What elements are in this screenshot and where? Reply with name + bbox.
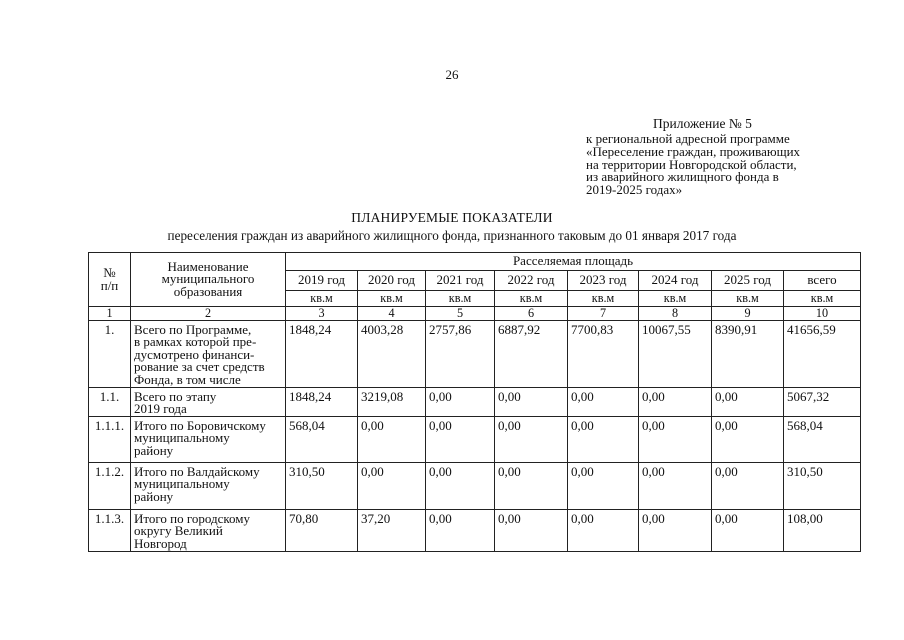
value-cell: 0,00 xyxy=(712,387,784,416)
header-num-line: п/п xyxy=(100,277,119,293)
value-cell: 0,00 xyxy=(358,416,426,462)
value-cell: 0,00 xyxy=(495,462,568,509)
indicators-table xyxy=(88,252,861,552)
row-name-line: Всего по Программе, xyxy=(134,321,252,337)
value-cell: 1848,24 xyxy=(286,387,358,416)
row-number: 1.1.2. xyxy=(89,462,131,509)
value-cell: 0,00 xyxy=(568,509,639,551)
row-name xyxy=(131,416,286,462)
appendix-title: Приложение № 5 xyxy=(653,116,752,131)
value-cell: 5067,32 xyxy=(784,387,861,416)
value-cell: 0,00 xyxy=(712,462,784,509)
header-year-cell: 2025 год xyxy=(712,271,784,291)
row-name-line: району xyxy=(134,488,174,504)
header-num-cell xyxy=(89,253,131,307)
value-cell: 0,00 xyxy=(426,387,495,416)
appendix-description xyxy=(586,133,800,197)
value-cell: 0,00 xyxy=(426,509,495,551)
value-cell: 568,04 xyxy=(784,416,861,462)
value-cell: 70,80 xyxy=(286,509,358,551)
value-cell: 1848,24 xyxy=(286,320,358,387)
value-cell: 2757,86 xyxy=(426,320,495,387)
page-number: 26 xyxy=(445,67,459,82)
unit-cell: кв.м xyxy=(286,291,358,307)
value-cell: 0,00 xyxy=(358,462,426,509)
column-index-cell: 5 xyxy=(426,307,495,321)
row-name-line: в рамках которой пре- xyxy=(134,334,257,350)
header-year-cell: 2020 год xyxy=(358,271,426,291)
row-name xyxy=(131,509,286,551)
value-cell: 0,00 xyxy=(568,416,639,462)
column-index-cell: 9 xyxy=(712,307,784,321)
value-cell: 0,00 xyxy=(568,387,639,416)
appendix-line: на территории Новгородской области, xyxy=(586,156,797,172)
value-cell: 0,00 xyxy=(639,416,712,462)
header-name-cell xyxy=(131,253,286,307)
unit-cell: кв.м xyxy=(568,291,639,307)
table-row xyxy=(89,416,861,462)
row-name-line: Итого по Валдайскому xyxy=(134,463,260,479)
value-cell: 3219,08 xyxy=(358,387,426,416)
row-number: 1.1. xyxy=(89,387,131,416)
value-cell: 0,00 xyxy=(568,462,639,509)
row-name-line: району xyxy=(134,442,174,458)
appendix-line: «Переселение граждан, проживающих xyxy=(586,143,801,159)
table-row xyxy=(89,320,861,387)
appendix-line: к региональной адресной программе xyxy=(586,131,790,146)
column-index-cell: 3 xyxy=(286,307,358,321)
value-cell: 0,00 xyxy=(426,462,495,509)
value-cell: 6887,92 xyxy=(495,320,568,387)
value-cell: 310,50 xyxy=(784,462,861,509)
unit-cell: кв.м xyxy=(358,291,426,307)
row-name-line: 2019 года xyxy=(134,401,187,417)
value-cell: 0,00 xyxy=(639,509,712,551)
row-name-line: округу Великий xyxy=(134,523,223,539)
value-cell: 310,50 xyxy=(286,462,358,509)
row-name-line: Итого по городскому xyxy=(134,510,251,526)
header-year-cell: 2021 год xyxy=(426,271,495,291)
value-cell: 0,00 xyxy=(426,416,495,462)
value-cell: 568,04 xyxy=(286,416,358,462)
header-year-cell: 2024 год xyxy=(639,271,712,291)
value-cell: 10067,55 xyxy=(639,320,712,387)
value-cell: 4003,28 xyxy=(358,320,426,387)
unit-cell: кв.м xyxy=(426,291,495,307)
value-cell: 8390,91 xyxy=(712,320,784,387)
header-year-cell: 2023 год xyxy=(568,271,639,291)
row-name-line: муниципальному xyxy=(134,476,230,492)
unit-cell: кв.м xyxy=(639,291,712,307)
document-subtitle: переселения граждан из аварийного жилищного фонда, признанного таковым до 01 января 2017 года xyxy=(167,228,737,243)
value-cell: 0,00 xyxy=(639,387,712,416)
value-cell: 7700,83 xyxy=(568,320,639,387)
header-num-line: № xyxy=(103,264,116,280)
value-cell: 41656,59 xyxy=(784,320,861,387)
row-name xyxy=(131,462,286,509)
header-name-line: муниципального xyxy=(161,271,255,287)
row-name-line: муниципальному xyxy=(134,430,230,446)
row-number: 1.1.3. xyxy=(89,509,131,551)
header-area-cell: Расселяемая площадь xyxy=(286,253,861,271)
value-cell: 37,20 xyxy=(358,509,426,551)
column-index-cell: 10 xyxy=(784,307,861,321)
row-name-line: Фонда, в том числе xyxy=(134,371,241,387)
header-year-cell: всего xyxy=(784,271,861,291)
row-name xyxy=(131,387,286,416)
value-cell: 0,00 xyxy=(712,509,784,551)
header-year-cell: 2022 год xyxy=(495,271,568,291)
row-name-line: Новгород xyxy=(134,535,187,551)
header-row-area xyxy=(89,253,861,271)
row-number: 1.1.1. xyxy=(89,416,131,462)
value-cell: 108,00 xyxy=(784,509,861,551)
row-name-line: Всего по этапу xyxy=(134,388,217,404)
header-name-line: Наименование xyxy=(167,258,249,274)
unit-cell: кв.м xyxy=(495,291,568,307)
table-row xyxy=(89,509,861,551)
row-name-line: Итого по Боровичскому xyxy=(134,417,266,433)
value-cell: 0,00 xyxy=(495,387,568,416)
table-row xyxy=(89,462,861,509)
column-index-cell: 4 xyxy=(358,307,426,321)
appendix-line: 2019-2025 годах» xyxy=(586,182,683,198)
column-index-cell: 8 xyxy=(639,307,712,321)
column-index-cell: 1 xyxy=(89,307,131,321)
header-year-cell: 2019 год xyxy=(286,271,358,291)
value-cell: 0,00 xyxy=(639,462,712,509)
document-title: ПЛАНИРУЕМЫЕ ПОКАЗАТЕЛИ xyxy=(351,210,553,225)
row-number: 1. xyxy=(89,320,131,387)
column-index-cell: 2 xyxy=(131,307,286,321)
row-name xyxy=(131,320,286,387)
column-index-cell: 7 xyxy=(568,307,639,321)
row-name-line: рование за счет средств xyxy=(134,359,265,375)
table-row xyxy=(89,387,861,416)
column-index-cell: 6 xyxy=(495,307,568,321)
unit-cell: кв.м xyxy=(712,291,784,307)
value-cell: 0,00 xyxy=(495,416,568,462)
appendix-line: из аварийного жилищного фонда в xyxy=(586,169,779,185)
value-cell: 0,00 xyxy=(712,416,784,462)
unit-cell: кв.м xyxy=(784,291,861,307)
row-name-line: дусмотрено финанси- xyxy=(134,346,255,362)
header-name-line: образования xyxy=(173,283,243,299)
value-cell: 0,00 xyxy=(495,509,568,551)
column-index-row xyxy=(89,307,861,321)
